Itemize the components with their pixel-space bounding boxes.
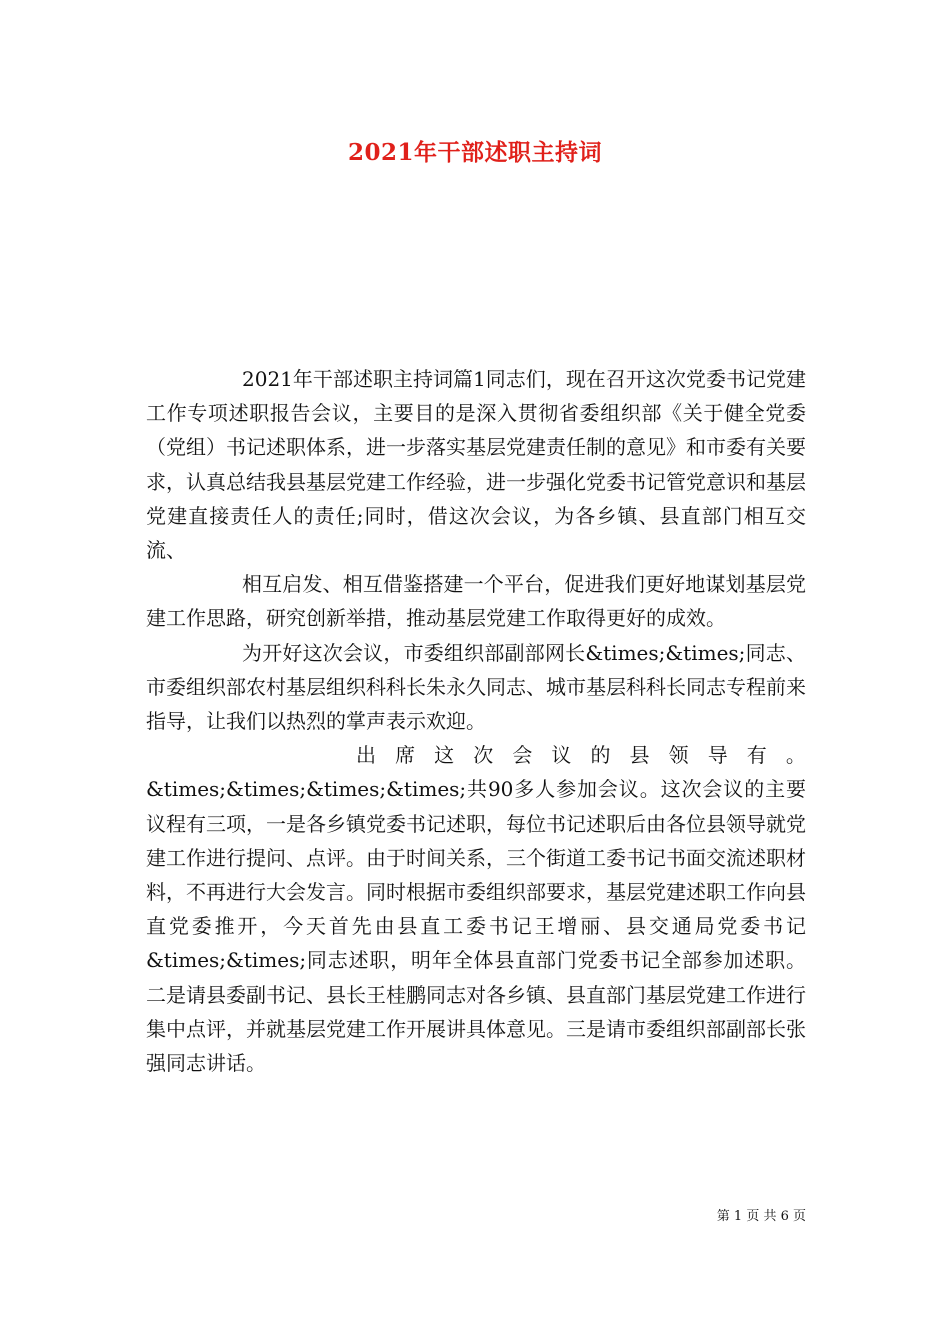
spaced-char: 议 [551,743,572,768]
spaced-char: 。 [785,743,806,768]
spaced-char: 有 [746,743,767,768]
spaced-char: 的 [590,743,611,768]
document-body [146,362,806,1080]
paragraph: 相互启发、相互借鉴搭建一个平台，促进我们更好地谋划基层党建工作思路，研究创新举措，推动基层党建工作取得更好的成效。 [146,572,806,631]
page-number-footer: 第 1 页 共 6 页 [716,1209,806,1224]
spaced-char: 出 [356,743,376,768]
paragraph: 为开好这次会议，市委组织部副部网长&times;&times;同志、市委组织部农村基层组织科科长朱永久同志、城市基层科科长同志专程前来指导，让我们以热烈的掌声表示欢迎。 [146,640,806,734]
document-title: 2021年干部述职主持词 [347,139,602,166]
spaced-char: 导 [707,743,728,768]
spaced-char: 席 [395,743,416,768]
spaced-char: 领 [668,743,689,768]
spaced-char: 会 [512,743,533,768]
spaced-char: 县 [629,743,650,768]
spaced-char: 次 [473,743,494,768]
spaced-paragraph-line [146,738,806,772]
spaced-char: 这 [434,743,455,768]
paragraph: &times;&times;&times;&times;共90多人参加会议。这次会议的主要议程有三项，一是各乡镇党委书记述职，每位书记述职后由各位县领导就党建工作进行提问、点评。由于时间关系，三个街道工委书记书面交流述职材料，不再进行大会发言。同时根据市委组织部要求，基层党建述职工作向县直党委推开，今天首先由县直工委书记王增丽、县交通局党委书记&times;&times;同志述职，明年全体县直部门党委书记全部参加述职。二是请县委副书记、县长王桂鹏同志对各乡镇、县直部门基层党建工作进行集中点评，并就基层党建工作开展讲具体意见。三是请市委组织部副部长张强同志讲话。 [146,777,806,1076]
paragraph: 2021年干部述职主持词篇1同志们，现在召开这次党委书记党建工作专项述职报告会议，主要目的是深入贯彻省委组织部《关于健全党委（党组）书记述职体系，进一步落实基层党建责任制的意见》和市委有关要求，认真总结我县基层党建工作经验，进一步强化党委书记管党意识和基层党建直接责任人的责任;同时，借这次会议，为各乡镇、县直部门相互交流、 [146,367,806,563]
